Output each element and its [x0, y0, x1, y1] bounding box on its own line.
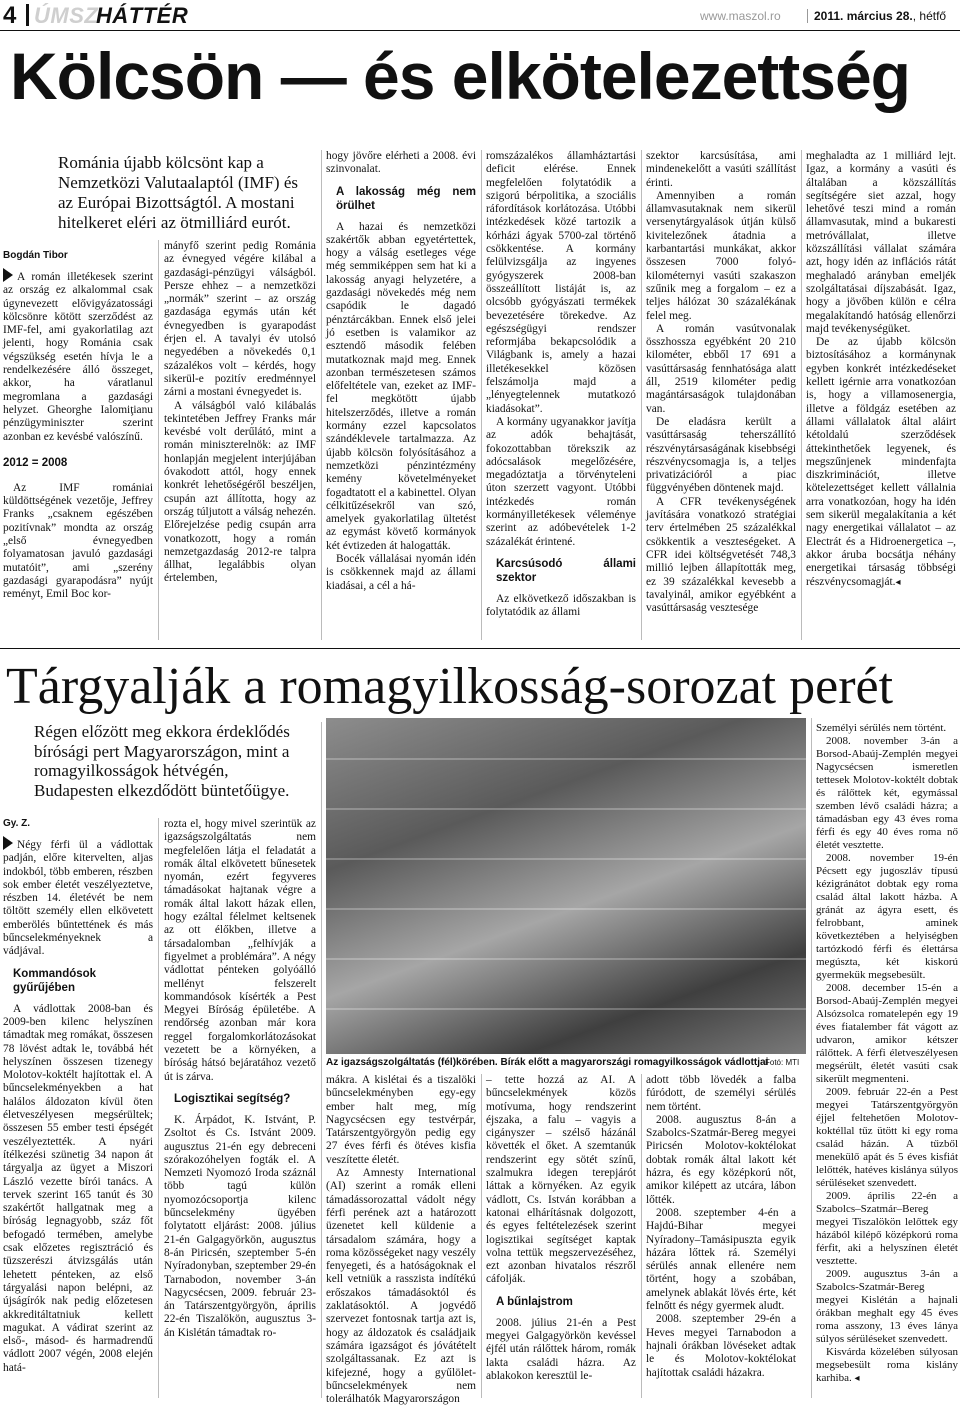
article1-column-2: mányfő szerint pedig Románia az évnegyed végére kilábal a gazdasági-pénzügyi válságból. Persze ehhez – a nemzetközi „normák” szerint – az ország gazdasága egymás után két évnegyedben is gyarapodást érjen el. A tavalyi év utolsó negyedében a növekedés 0,1 százalékos volt – kérdés, hogy sikerül-e pozitív eredménnyel zárni a mostani évnegyedet is. A válságból való kilábalás tekintetében Jeffrey Franks már kevésbé volt derűlátó, mint a román miniszterelnök: az IMF honlapján megjelent interjújában óvakodott attól, hogy ennek konkrét lehetőségéről beszéljen, csupán azt állította, hogy az ország túljutott a válság nehezén. Előrejelzése pedig csupán arra vonatkozott, hogy a román nemzetgazdaság 2012-re talpra állhat, legalábbis olyan értelemben, [164, 240, 316, 585]
article1-column-3: hogy jövőre elérheti a 2008. évi szinvonalat. A lakosság még nem örülhet A hazai és nemzetközi szakértők abban egyetértettek, hogy a válság esetleges vége még semmiképpen sem hat ki a lakosság anyagi helyzetére, a gazdasági növekedés még nem csapódik le dagadó pénztárcákban. Ennek első jelei jó esetben is valamikor az esztendő második felében mutatkoznak majd meg. Ennek azonban természetesen számos előfeltétele van, ezeket az IMF-fel megkötött újabb hitelszerződés, illetve a román kormány ezzel kapcsolatos szándéklevele tartalmazza. Az újabb kölcsön folyósításához a nemzetközi pénzintézmény kemény követelményeket fogadtatott el a kabinettel. Olyan célkitűzésekről van szó, amelyek gyakorlatilag ültetést az egymást követő kormányok két évtizeden át halogatták. Bocék vállalásai nyomán idén is csökkennek majd az állami kiadásai, a cél a há- [326, 150, 476, 592]
article2-column-1: Négy férfi ül a vádlottak padján, előre kitervelten, aljas indokból, több emberen, részben sok ember életét veszélyeztetve, részben 14. életévét be nem töltött személy ellen elkövetett emberölés bűntettének és más bűncselekményeknek a vádjával. Kommandósok gyűrűjében A vádlottak 2008-ban és 2009-ben kilenc helyszínen támadtak meg romákat, összesen 78 lövést adtak le, továbbá hét helyszínen összesen tizenegy Molotov-koktélt hajítottak el. A bűncselekményekben a hat halálos áldozaton kívül öten életveszélyesen megsérültek; összesen 55 ember testi épségét veszélyeztették. A nyári ítélkezési szünetig 34 napon át tárgyalja az ügyet a Miszori László vezette bírói tanács. A tervek szerint 165 tanút és 30 szakértőt hallgatnak meg a bíróság legnagyobb, száz főt befogadó termében, amelybe csak előzetes regisztráció és tüzszerészi átvizsgálás után lehetett pénteken, az első tárgyalási napon belépni, az újságírók nak pedig előzetesen akkreditáltatniuk kellett magukat. A vádirat szerint az első-, másod- és harmadrendű vádlott 2007 végén, 2008 elején hatá- [3, 836, 153, 1375]
header-divider [26, 4, 29, 26]
column-divider [481, 1074, 482, 1398]
column-divider [641, 150, 642, 640]
article1-lead: Románia újabb kölcsönt kap a Nemzetközi Valutaalaptól (IMF) és az Európai Bizottságtól. A mostani hitelkeret eléri az ötmilliárd eurót. [58, 153, 298, 232]
website-link[interactable]: www.maszol.ro [700, 9, 781, 23]
article1-column-4: romszázalékos államháztartási deficit elérése. Ennek megfelelően folytatódik a szigorú bérpolitika, a szociális ráfordítások korlátozása. Utóbbi intézkedések közé tartozik a kórházi ágyak 5700-zal történő csökkentése. A kormány felülvizsgálja az ingyenes gyógyszerek 2008-ban összeállított listáját is, az olcsóbb gyógyászati termékek bevezetésére törekedve. Az egészségügyi rendszer reformjába bekapcsolódik a Világbank is, amely a hazai illetékesekkel közösen felszámolja majd a „lényegtelennek mutatkozó kiadásokat”. A kormány ugyanakkor javítja az adók behajtását, fokozottabban törekszik az adócsalások megelőzésére, megadóztatja a törvényteleni úton szerzett vagyont. Utóbbi intézkedés román kormányilletékesek véleménye szerint az adóbevételek 1-2 százalékát érintené. Karcsúsodó állami szektor Az elkövetkező időszakban is folytatódik az állami [486, 150, 636, 619]
article2-column-3: mákra. A kislétai és a tiszalöki bűncselekményben egy-egy ember halt meg, míg Nagycsécsen egy testvérpár, Tatárszentgyörgyön pedig egy 27 éves férfi és ötéves kisfia veszítette életét. Az Amnesty International (AI) szerint a romák elleni támadássorozattal vádolt négy férfi perének azt a határozott üzenetet kell küldenie a társadalom számára, hogy a roma közösségeket nagy veszély fenyegeti, és a hatóságoknak el kell vetniük a rasszista indítékú erőszakos támadásoktól és zaklatásoktól. A jogvédő szervezet fontosnak tartja azt is, hogy az áldozatok és családjaik számára igazságot és jóvátételt szolgáltassanak. Ez azt is kifejezné, hogy a gyűlölet-bűncselekmények nem tolerálhatók Magyarországon [326, 1074, 476, 1406]
article2-column-4: – tette hozzá az AI. A bűncselekmények közös motívuma, hogy rendszerint éjszaka, a falu – vagyis a cigányszer – szélső házánál követték el őket. A szemtanúk rendszerint egy sötét színű, szalmukra idegen terepjárót láttak a környéken. Az egyik vádlott, Cs. István korábban a katonai elhárításnak dolgozott, és egyes feltételezések szerint logisztikai segítséget kaptak volna tettük megszervezéséhez, ezt azonban hivatalos részről cáfolják. A bűnlajstrom 2008. július 21-én a Pest megyei Galgagyörkön kevéssel éjfél után rálőttek három, romák lakta családi házra. Az ablakokon keresztül le- [486, 1074, 636, 1382]
header-rule [0, 30, 960, 31]
article2-column-6: Személyi sérülés nem történt. 2008. november 3-án a Borsod-Abaúj-Zemplén megyei Nagycsécsen ismeretlen tettesek Molotov-koktélt dobtak és rálőttek két, egymással szemben lévő családi házra; a támadásban egy 43 éves roma férfi és egy 40 éves roma nő életét vesztette. 2008. november 19-én Pécsett egy jugoszláv típusú kézigránátot dobtak egy roma család által lakott házba. A gránát az ágyra esett, és felrobbant, aminek következtében a helyiségben tartózkodó férfi és élettársa megúszta, két kiskorú gyermekük megsebesült. 2008. december 15-én a Borsod-Abaúj-Zemplén megyei Alsózsolca romatelepén egy 19 éves fiatalember fát vágott az udvaron, amikor kétszer rálőttek. A férfi életveszélyesen megsérült, életét vasúti csak sikerült megmenteni. 2009. február 22-én a Pest megyei Tatárszentgyörgyön éjjel feltehetően Molotov-koktéllal tűz ütött ki egy roma család házán. A tűzből menekülő apát és 5 éves kisfiát lelőtték, hatéves kislánya súlyos sérüléseket szenvedett. 2009. április 22-én a Szabolcs–Szatmár–Bereg megyei Tiszalökön lelőttek egy házából kilépő középkorú roma férfit, aki a helyszínen életét vesztette. 2009. augusztus 3-án a Szabolcs-Szatmár-Bereg megyei Kislétán a hajnali órákban meghalt egy 45 éves roma asszony, 13 éves lánya súlyos sérüléseket szenvedett. Kisvárda közelében súlyosan megsebesült roma kislány karhiba. ◂ [816, 722, 958, 1384]
article1-subhead-szektor: Karcsúsodó állami szektor [496, 557, 636, 584]
article2-lead: Régen előzött meg ekkora érdeklődés bírósági pert Magyarországon, mint a romagyilkosságok hétvégén, Budapesten elkezdődött büntetőügye. [34, 722, 290, 800]
column-divider [481, 150, 482, 640]
article2-subhead-kommandosok: Kommandósok gyűrűjében [13, 967, 97, 994]
story-start-arrow-icon [3, 268, 13, 282]
section-name-light: ÚMSZ [34, 3, 99, 28]
header-separator [807, 9, 808, 23]
page-number: 4 [3, 2, 17, 29]
article1-subhead-2012: 2012 = 2008 [3, 456, 68, 469]
article2-subhead-bunlajstrom: A bűnlajstrom [496, 1295, 573, 1308]
issue-date: 2011. március 28., hétfő [814, 9, 947, 23]
column-divider [321, 150, 322, 640]
article1-subhead-lakossag: A lakosság még nem örülhet [336, 185, 476, 212]
article-separator [0, 648, 960, 649]
article1-column-5: szektor karcsúsítása, ami mindenekelőtt a vasúti szállítást érinti. Amennyiben a román államvasutaknak nem sikerül versenytárgyalások útján külső kivitelezőnek átadnia a karbantartási munkákat, akkor összesen 7000 folyó-kilométernyi vasúti szakaszon szűnik meg a forgalom – ez a teljes hálózat 30 százalékának felel meg. A román vasútvonalak összhossza egyébként 20 210 kilométer, ebből 17 691 a vasúttársaság fennhatósága alatt áll, 2519 kilométer pedig magántársaságok tulajdonában van. De eladásra került a vasúttársaság teherszállító részvénytársaságának kisebbségi részvénycsomagja is, a teljes privatizációról a piac függvényében döntenek majd. A CFR tevékenységének javítására vonatkozó stratégiai terv értelmében 25 százalékkal csökkentik a veszteségeket. A CFR idei költségvetését 748,3 millió lejben állapították meg, ez 39 százalékkal kevesebb a tavalyinál, amikor egyébként a vasúttársaság vesztesége [646, 150, 796, 615]
article2-column-2: rozta el, hogy mivel szerintük az igazságszolgáltatás nem megfelelően látja el feladatát a romák által elkövetett bűnesetek nyomán, ezért fegyveres támadásokat hajtanak végre a romák által lakott házak ellen, hogy ezáltal félelmet keltsenek az ott élőkben, illetve a társadalomban „felhívják a figyelmet a problémára”. A négy vádlottat pénteken golyóálló mellényt felszerelt kommandósok kísérték a Pest Megyei Bíróság épületébe. A rendőrség azonban már kora reggel forgalomkorlátozásokat vezetett be a környéken, a bíróság hátsó bejáratához vezető út is zárva. Logisztikai segítség? K. Árpádot, K. Istvánt, P. Zsoltot és Cs. Istvánt 2009. augusztus 21-én egy debreceni szórakozóhelyen fogták el. A Nemzeti Nyomozó Iroda száznál több tagú külön nyomozócsoportja kilenc bűncselekmény ügyében folytatott eljárást: 2008. július 21-én Galgagyörkön, augusztus 8-án Piricsén, szeptember 5-én Nyíradonyban, szeptember 29-én Tarnabodon, november 3-án Nagycsécsen, 2009. február 23-án Tatárszentgyörgyön, április 22-én Tiszalökön, augusztus 3-án Kislétán támadtak ro- [164, 818, 316, 1339]
article2-byline: Gy. Z. [3, 818, 31, 829]
article2-headline[interactable]: Tárgyalják a romagyilkosság-sorozat perét [6, 658, 894, 715]
photo-caption: Az igazságszolgáltatás (fél)körében. Bírák előtt a magyarországi romagyilkosságok vádlottjai [326, 1057, 769, 1068]
page-header [0, 0, 960, 30]
story-end-icon: ◂ [854, 1373, 860, 1384]
courtroom-photo [326, 718, 806, 1054]
column-divider [158, 818, 159, 1398]
story-end-icon: ◂ [895, 576, 901, 588]
column-divider [641, 1074, 642, 1398]
section-name-bold: HÁTTÉR [96, 3, 189, 28]
column-divider [811, 718, 812, 1398]
column-divider [158, 240, 159, 640]
article1-byline: Bogdán Tibor [3, 250, 68, 261]
column-divider [801, 150, 802, 640]
photo-credit: Fotó: MTI [765, 1058, 800, 1067]
article2-column-5: adott több lövedék a falba fúródott, de személyi sérülés nem történt. 2008. augusztus 8-án a Szabolcs-Szatmár-Bereg megyei Piricsén Molotov-koktélokat dobtak romák által lakott két házra, és egy középkorú nőt, amikor kilépett az utcára, lábon lőtték. 2008. szeptember 4-én a Hajdú-Bihar megyei Nyíradony–Tamásipuszta egyik házára lőttek rá. Személyi sérülés annak ellenére nem történt, hogy a szobában, amelynek ablakát lövés érte, két felnőtt és négy gyermek aludt. 2008. szeptember 29-én a Heves megyei Tarnabodon a hajnali órákban lövéseket adtak le és Molotov-koktélokat hajítottak családi házakra. [646, 1074, 796, 1379]
story-start-arrow-icon [3, 836, 13, 850]
article1-column-1: A román illetékesek szerint az ország ez alkalommal csak úgynevezett elővigyázatossági kölcsönre kötött szerződést az IMF-fel, ami gyakorlatilag azt jelenti, hogy Románia csak végszükség esetén hívja le a rendelkezésére álló összeget, akkor, ha váratlanul megromlana a gazdasági helyzet. Gheorghe Ialomiţianu pénzügyminiszter szerint azonban ez kevésbé valószínű. 2012 = 2008 Az IMF romániai küldöttségének vezetője, Jeffrey Franks „csaknem egészében pozitívnak” mondta az ország „első évnegyedben folyamatosan javuló gazdasági mutatóit”, ami „szerény gazdasági gyarapodásra” nyújt reményt, Emil Boc kor- [3, 268, 153, 602]
article1-headline[interactable]: Kölcsön — és elkötelezettség [10, 39, 910, 113]
article1-column-6: meghaladta az 1 milliárd lejt. Igaz, a kormány a vasúti és általában a közszállítás segítségére siet azzal, hogy lehetővé teszi mind a román államvasutak, mind a bukaresti metróvállalat, illetve közszállítási vállalat számára azt, hogy idén az inflációs rátát meghaladó arányban emeljék szolgáltatásai díjszabását. Igaz, hogy a jövőben külön e célra megalakítandó hatóság ellenőrzi majd tevékenységüket. De az újabb kölcsön biztosításához a kormánynak egyben konkrét intézkedéseket kellett igérnie arra vonatkozóan is, hogy a villamosenergia, illetve a földgáz esetében az állami vállalatok által aláirt kétoldalú szerződések áttekinthetőek legyenek, és megszűnjenek mindenfajta diszkriminációt, illetve kötelezettséget kellett vállalnia arra vonatkozóan, hogy ha idén sem sikerül megalakítania a két nagy energetikai vállalatot – az Electrát és a Hidroenergetica –, akkor áruba bocsátja néhány energetikai társaság többségi részvénycsomagját.◂ [806, 150, 956, 588]
column-divider [321, 722, 322, 1398]
article2-subhead-logisztikai: Logisztikai segítség? [174, 1092, 291, 1105]
